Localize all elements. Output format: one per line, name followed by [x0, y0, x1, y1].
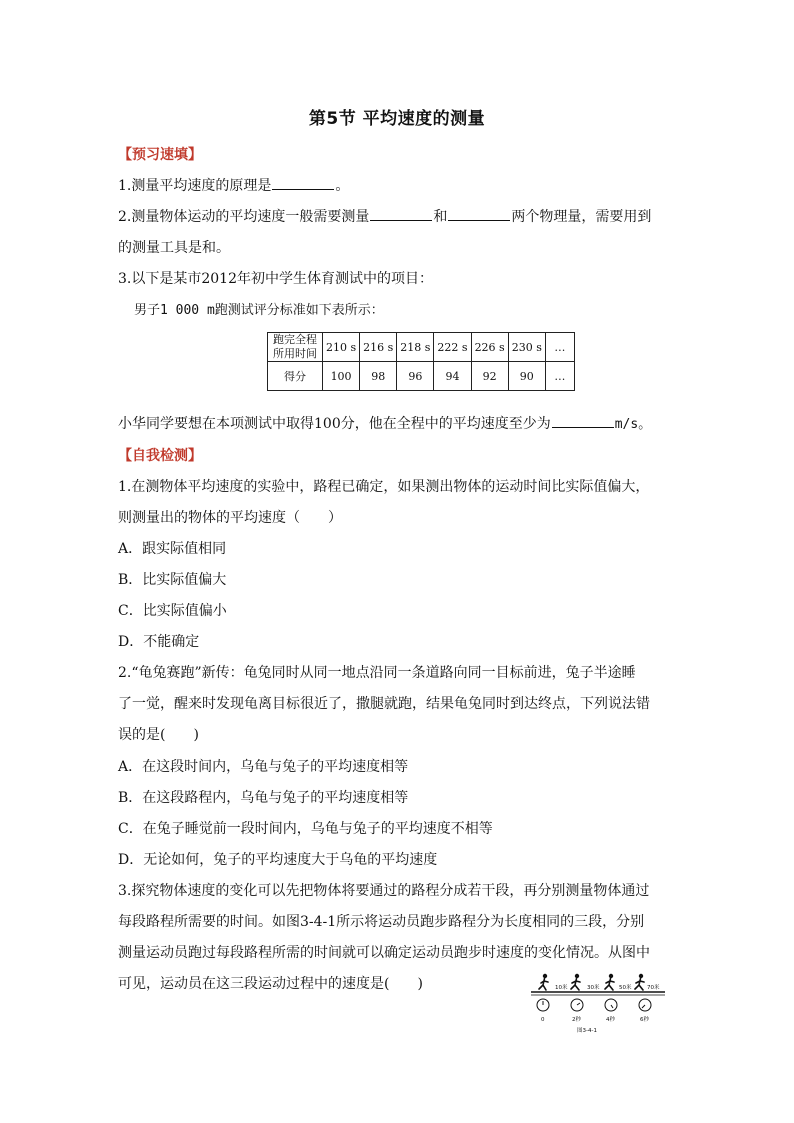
table-cell: 226 s: [471, 333, 508, 362]
preview-q1-text: 1.测量平均速度的原理是: [118, 178, 272, 194]
table-cell: 100: [323, 362, 360, 391]
distance-label: 10米: [555, 985, 568, 991]
option-d[interactable]: D．不能确定: [118, 634, 200, 650]
option-b[interactable]: B．比实际值偏大: [118, 572, 227, 588]
preview-q1: [118, 177, 349, 195]
option-a[interactable]: A．在这段时间内，乌龟与兔子的平均速度相等: [118, 759, 409, 775]
selfcheck-q3-line3: 测量运动员跑过每段路程所需的时间就可以确定运动员跑步时速度的变化情况。从图中: [118, 945, 650, 961]
table-cell: 92: [471, 362, 508, 391]
runner-icon: [635, 974, 644, 990]
selfcheck-q2-line3: 误的是( ): [118, 727, 199, 743]
distance-label: 30米: [587, 985, 600, 991]
table-header-line: 所用时间: [273, 347, 317, 360]
time-label: 2秒: [572, 1017, 581, 1023]
table-header-cell: 得分: [268, 362, 323, 391]
stopwatch-icon: [537, 999, 549, 1011]
preview-q3-unit: m/s。: [614, 417, 652, 432]
table-row: [268, 362, 575, 391]
table-cell: 230 s: [508, 333, 545, 362]
selfcheck-q3-line1: 3.探究物体速度的变化可以先把物体将要通过的路程分成若干段，再分别测量物体通过: [118, 883, 650, 899]
preview-q2-line2: 的测量工具是和。: [118, 240, 230, 256]
preview-q2-end: 两个物理量，需要用到: [511, 209, 652, 225]
answer-blank[interactable]: [272, 177, 334, 190]
option-a[interactable]: A．跟实际值相同: [118, 541, 227, 557]
table-cell: 96: [397, 362, 434, 391]
time-label: 4秒: [606, 1017, 615, 1023]
table-cell: 216 s: [360, 333, 397, 362]
preview-q2-mid: 和: [433, 209, 448, 225]
figure-caption: 图3-4-1: [577, 1028, 597, 1034]
table-row: [268, 333, 575, 362]
page-title: 第5节 平均速度的测量: [308, 109, 486, 129]
table-cell: …: [545, 333, 574, 362]
table-cell: 222 s: [434, 333, 471, 362]
preview-q2: [118, 208, 651, 226]
option-c[interactable]: C．比实际值偏小: [118, 603, 227, 619]
runner-icon: [539, 974, 548, 990]
distance-label: 70米: [647, 985, 660, 991]
runner-figure: [525, 972, 675, 1042]
selfcheck-q3-line4: 可见，运动员在这三段运动过程中的速度是( ): [118, 976, 423, 992]
option-b[interactable]: B．在这段路程内，乌龟与兔子的平均速度相等: [118, 790, 409, 806]
option-d[interactable]: D．无论如何，兔子的平均速度大于乌龟的平均速度: [118, 852, 438, 868]
answer-blank[interactable]: [448, 208, 510, 221]
option-c[interactable]: C．在兔子睡觉前一段时间内，乌龟与兔子的平均速度不相等: [118, 821, 493, 837]
runner-icon: [571, 974, 580, 990]
answer-blank[interactable]: [370, 208, 432, 221]
selfcheck-q2-line2: 了一觉，醒来时发现龟离目标很近了，撒腿就跑，结果龟兔同时到达终点，下列说法错: [118, 696, 650, 712]
table-cell: 90: [508, 362, 545, 391]
table-cell: 98: [360, 362, 397, 391]
preview-q3-tail-text: 小华同学要想在本项测试中取得100分，他在全程中的平均速度至少为: [118, 416, 551, 432]
preview-q3-sub: 男子1 000 m跑测试评分标准如下表所示：: [134, 303, 384, 318]
selfcheck-q3-line2: 每段路程所需要的时间。如图3-4-1所示将运动员跑步路程分为长度相同的三段，分别: [118, 914, 645, 930]
stopwatch-icon: [571, 999, 583, 1011]
preview-q3-tail: [118, 415, 651, 434]
table-cell: 218 s: [397, 333, 434, 362]
table-cell: 210 s: [323, 333, 360, 362]
preview-q3: 3.以下是某市2012年初中学生体育测试中的项目：: [118, 271, 433, 287]
stopwatch-icon: [605, 999, 617, 1011]
section-preview-header: 【预习速填】: [118, 147, 202, 163]
time-label: 6秒: [640, 1017, 649, 1023]
score-table: [267, 332, 575, 391]
table-header-cell: [268, 333, 323, 362]
selfcheck-q1-line1: 1.在测物体平均速度的实验中，路程已确定，如果测出物体的运动时间比实际值偏大，: [118, 479, 650, 495]
time-label: 0: [541, 1017, 545, 1023]
table-header-line: 跑完全程: [273, 333, 317, 346]
preview-q2-text: 2.测量物体运动的平均速度一般需要测量: [118, 209, 370, 225]
table-cell: …: [545, 362, 574, 391]
section-selfcheck-header: 【自我检测】: [118, 448, 202, 464]
runner-icon: [605, 974, 614, 990]
selfcheck-q1-line2: 则测量出的物体的平均速度（ ）: [118, 510, 342, 526]
answer-blank[interactable]: [552, 415, 614, 428]
stopwatch-icon: [639, 999, 651, 1011]
preview-q1-end: 。: [335, 178, 350, 194]
distance-label: 50米: [619, 985, 632, 991]
selfcheck-q2-line1: 2.“龟兔赛跑”新传：龟兔同时从同一地点沿同一条道路向同一目标前进，兔子半途睡: [118, 665, 636, 681]
table-cell: 94: [434, 362, 471, 391]
